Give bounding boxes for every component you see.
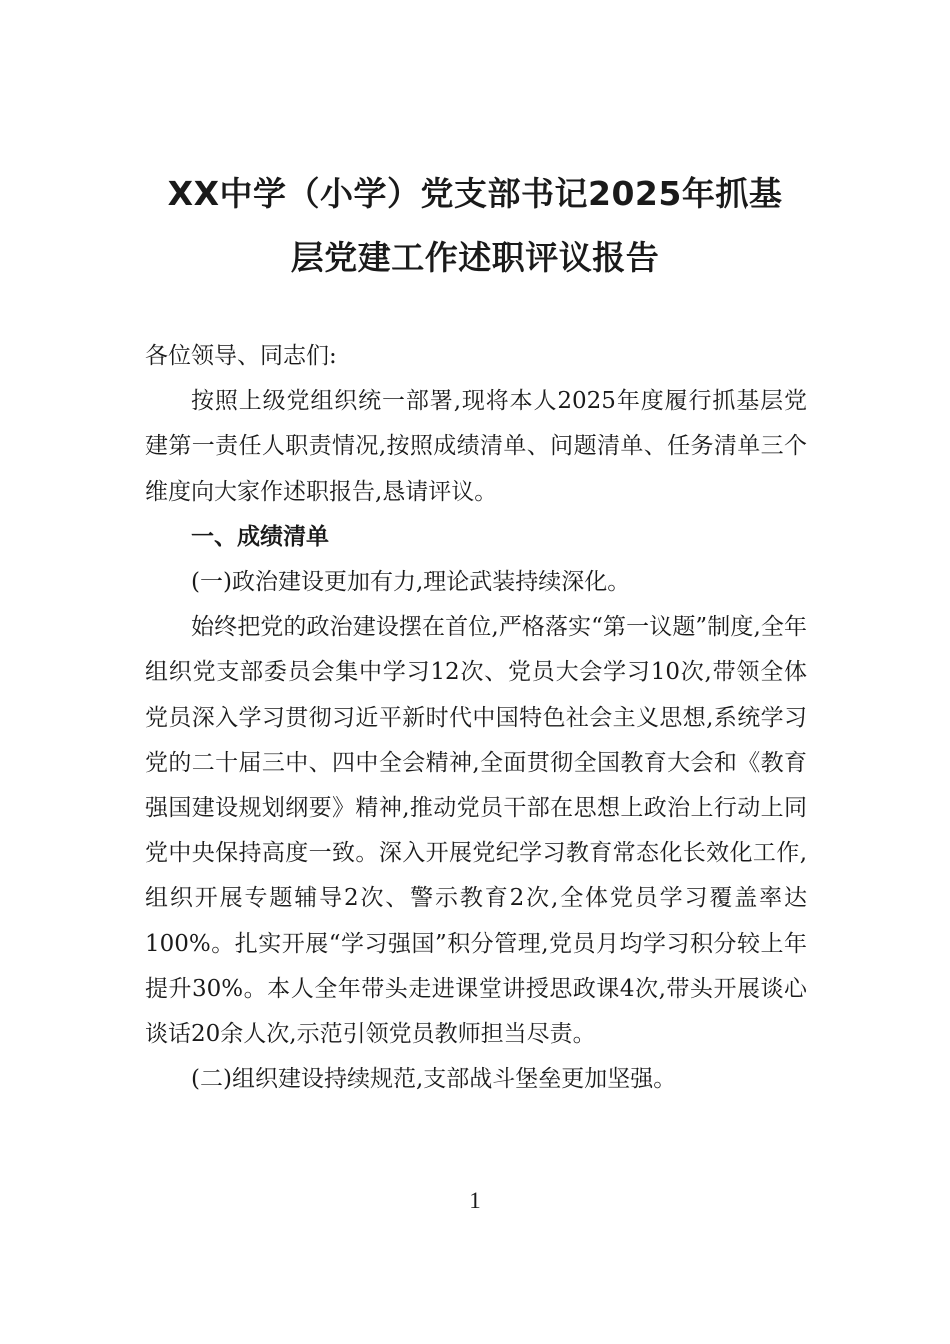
subsection-heading-organization: (二)组织建设持续规范,支部战斗堡垒更加坚强。 (191, 1066, 677, 1093)
section-heading-achievements: 一、成绩清单 (191, 523, 329, 550)
page-number: 1 (469, 1188, 481, 1213)
title-line-2: 层党建工作述职评议报告 (290, 238, 660, 277)
document-title (145, 162, 805, 290)
document-body (145, 334, 807, 1102)
intro-paragraph: 按照上级党组织统一部署,现将本人2025年度履行抓基层党建第一责任人职责情况,按照成绩清单、问题清单、任务清单三个维度向大家作述职报告,恳请评议。 (145, 388, 807, 505)
political-paragraph: 始终把党的政治建设摆在首位,严格落实“第一议题”制度,全年组织党支部委员会集中学习12次、党员大会学习10次,带领全体党员深入学习贯彻习近平新时代中国特色社会主义思想,系统学习党的二十届三中、四中全会精神,全面贯彻全国教育大会和《教育强国建设规划纲要》精神,推动党员干部在思想上政治上行动上同党中央保持高度一致。深入开展党纪学习教育常态化长效化工作,组织开展专题辅导2次、警示教育2次,全体党员学习覆盖率达100%。扎实开展“学习强国”积分管理,党员月均学习积分较上年提升30%。本人全年带头走进课堂讲授思政课4次,带头开展谈心谈话20余人次,示范引领党员教师担当尽责。 (145, 614, 807, 1048)
salutation: 各位领导、同志们: (145, 343, 337, 369)
subsection-heading-political: (一)政治建设更加有力,理论武装持续深化。 (191, 569, 631, 596)
title-line-1: XX中学（小学）党支部书记2025年抓基 (167, 174, 783, 213)
